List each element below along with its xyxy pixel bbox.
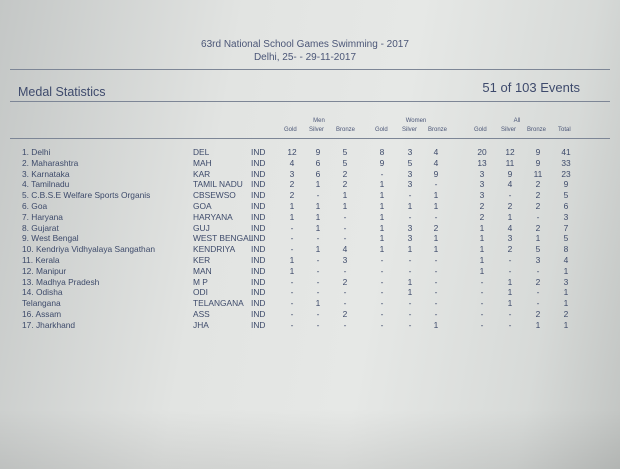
cell-at: 1 xyxy=(563,319,569,330)
cell-ms: - xyxy=(316,309,320,319)
cell-ab: 9 xyxy=(535,147,541,157)
cell-country: IND xyxy=(251,298,266,309)
cell-wb: - xyxy=(434,309,438,319)
cell-ws: 1 xyxy=(407,276,413,287)
cell-mg: 2 xyxy=(289,190,295,201)
page-shadow xyxy=(0,409,620,469)
cell-wg: - xyxy=(380,309,384,319)
cell-at: 3 xyxy=(563,276,569,287)
cell-mb: 5 xyxy=(342,157,348,168)
cell-at: 1 xyxy=(563,265,569,276)
cell-country: IND xyxy=(251,233,266,244)
cell-code: M P xyxy=(193,276,208,287)
cell-mg: - xyxy=(290,319,294,330)
cell-country: IND xyxy=(251,222,266,233)
cell-ag: 2 xyxy=(479,201,485,211)
cell-name: 9. West Bengal xyxy=(22,233,79,244)
cell-mb: - xyxy=(343,298,347,309)
cell-ms: 6 xyxy=(315,157,321,168)
cell-name: 10. Kendriya Vidhyalaya Sangathan xyxy=(22,244,156,255)
cell-code: ASS xyxy=(193,309,210,319)
cell-ws: 3 xyxy=(407,233,413,244)
cell-ag: 3 xyxy=(479,179,485,190)
cell-mg: - xyxy=(290,222,294,233)
cell-ms: - xyxy=(316,319,320,330)
col-women-silver: Silver xyxy=(402,127,418,133)
cell-as: - xyxy=(508,265,512,276)
cell-ws: 3 xyxy=(407,222,413,233)
table-row xyxy=(0,244,620,254)
cell-ms: 1 xyxy=(315,211,321,222)
cell-code: KENDRIYA xyxy=(193,244,236,255)
cell-as: 2 xyxy=(507,201,513,211)
cell-as: 1 xyxy=(507,276,513,287)
table-row xyxy=(0,320,620,330)
cell-country: IND xyxy=(251,201,266,211)
table-header-rule xyxy=(10,138,610,139)
cell-ms: 1 xyxy=(315,298,321,309)
cell-as: - xyxy=(508,190,512,201)
cell-name: 11. Kerala xyxy=(22,255,60,265)
cell-ws: 3 xyxy=(407,147,413,157)
cell-name: 4. Tamilnadu xyxy=(22,179,70,190)
cell-ms: - xyxy=(316,287,320,298)
cell-name: 17. Jharkhand xyxy=(22,319,76,330)
cell-ms: 1 xyxy=(315,179,321,190)
table-row xyxy=(0,201,620,211)
table-row xyxy=(0,266,620,276)
cell-wg: 1 xyxy=(379,233,385,244)
cell-ab: 2 xyxy=(535,179,541,190)
cell-country: IND xyxy=(251,265,266,276)
col-men-bronze: Bronze xyxy=(336,127,356,133)
cell-ag: 1 xyxy=(479,244,485,255)
cell-country: IND xyxy=(251,255,266,265)
cell-ab: 2 xyxy=(535,201,541,211)
cell-ab: - xyxy=(536,287,540,298)
cell-ab: 2 xyxy=(535,309,541,319)
cell-ws: - xyxy=(408,265,412,276)
cell-wg: - xyxy=(380,298,384,309)
cell-ws: - xyxy=(408,190,412,201)
cell-as: 1 xyxy=(507,287,513,298)
cell-ms: 1 xyxy=(315,201,321,211)
cell-as: 9 xyxy=(507,168,513,179)
cell-mg: - xyxy=(290,244,294,255)
cell-mg: 1 xyxy=(289,211,295,222)
cell-wg: 1 xyxy=(379,211,385,222)
group-men: Men xyxy=(313,118,325,124)
cell-as: 3 xyxy=(507,233,513,244)
cell-ms: 1 xyxy=(315,244,321,255)
col-all-gold: Gold xyxy=(474,127,487,133)
cell-ws: 3 xyxy=(407,179,413,190)
cell-at: 4 xyxy=(563,255,569,265)
cell-wg: 1 xyxy=(379,201,385,211)
cell-wb: 1 xyxy=(433,190,439,201)
cell-wb: - xyxy=(434,265,438,276)
cell-ws: 5 xyxy=(407,157,413,168)
cell-mb: 5 xyxy=(342,147,348,157)
table-row xyxy=(0,223,620,233)
table-row xyxy=(0,179,620,189)
cell-name: 14. Odisha xyxy=(22,287,63,298)
table-row xyxy=(0,158,620,168)
cell-ab: 2 xyxy=(535,276,541,287)
cell-at: 1 xyxy=(563,298,569,309)
cell-ms: - xyxy=(316,276,320,287)
cell-wb: 9 xyxy=(433,168,439,179)
cell-ag: - xyxy=(480,298,484,309)
group-women: Women xyxy=(405,118,427,124)
cell-mb: - xyxy=(343,233,347,244)
cell-mb: 2 xyxy=(342,309,348,319)
cell-ws: 1 xyxy=(407,287,413,298)
cell-wb: - xyxy=(434,179,438,190)
events-count: 51 of 103 Events xyxy=(482,80,580,95)
cell-wb: 1 xyxy=(433,233,439,244)
cell-as: - xyxy=(508,319,512,330)
cell-name: 1. Delhi xyxy=(22,147,51,157)
cell-mb: 1 xyxy=(342,201,348,211)
cell-at: 5 xyxy=(563,190,569,201)
cell-ab: - xyxy=(536,211,540,222)
cell-at: 3 xyxy=(563,211,569,222)
cell-ws: - xyxy=(408,298,412,309)
cell-code: ODI xyxy=(193,287,208,298)
cell-ab: 9 xyxy=(535,157,541,168)
cell-mg: - xyxy=(290,298,294,309)
cell-wb: 4 xyxy=(433,147,439,157)
cell-at: 33 xyxy=(561,157,571,168)
cell-name: Telangana xyxy=(22,298,61,309)
cell-ab: - xyxy=(536,298,540,309)
cell-name: 6. Goa xyxy=(22,201,48,211)
cell-ag: 1 xyxy=(479,233,485,244)
cell-ag: - xyxy=(480,276,484,287)
cell-wb: - xyxy=(434,276,438,287)
page-title: Medal Statistics xyxy=(18,85,106,99)
cell-name: 2. Maharashtra xyxy=(22,157,79,168)
cell-name: 5. C.B.S.E Welfare Sports Organis xyxy=(22,190,151,201)
cell-wg: - xyxy=(380,168,384,179)
table-row xyxy=(0,287,620,297)
cell-code: MAH xyxy=(193,157,212,168)
cell-mg: 1 xyxy=(289,201,295,211)
cell-country: IND xyxy=(251,309,266,319)
cell-name: 12. Manipur xyxy=(22,265,67,276)
cell-wg: 1 xyxy=(379,179,385,190)
cell-mb: 4 xyxy=(342,244,348,255)
cell-code: KER xyxy=(193,255,211,265)
cell-ws: - xyxy=(408,255,412,265)
cell-ms: - xyxy=(316,190,320,201)
cell-ag: 1 xyxy=(479,255,485,265)
cell-code: CBSEWSO xyxy=(193,190,236,201)
cell-ms: 9 xyxy=(315,147,321,157)
cell-at: 2 xyxy=(563,309,569,319)
cell-mb: 2 xyxy=(342,276,348,287)
cell-ms: 6 xyxy=(315,168,321,179)
cell-ag: - xyxy=(480,319,484,330)
col-women-bronze: Bronze xyxy=(428,127,448,133)
cell-wb: 2 xyxy=(433,222,439,233)
cell-wg: 8 xyxy=(379,147,385,157)
cell-ab: 2 xyxy=(535,222,541,233)
cell-ab: 2 xyxy=(535,190,541,201)
cell-ag: 1 xyxy=(479,265,485,276)
cell-mg: 3 xyxy=(289,168,295,179)
cell-mb: - xyxy=(343,211,347,222)
cell-wg: 1 xyxy=(379,244,385,255)
cell-mb: 2 xyxy=(342,168,348,179)
cell-at: 5 xyxy=(563,233,569,244)
cell-mb: - xyxy=(343,319,347,330)
cell-code: JHA xyxy=(193,319,209,330)
cell-country: IND xyxy=(251,168,266,179)
cell-mb: - xyxy=(343,265,347,276)
cell-code: TELANGANA xyxy=(193,298,244,309)
table-row xyxy=(0,212,620,222)
cell-as: - xyxy=(508,309,512,319)
cell-mb: 2 xyxy=(342,179,348,190)
cell-ws: - xyxy=(408,319,412,330)
cell-country: IND xyxy=(251,179,266,190)
cell-ag: 1 xyxy=(479,222,485,233)
cell-wb: 4 xyxy=(433,157,439,168)
cell-mg: 2 xyxy=(289,179,295,190)
cell-as: 1 xyxy=(507,298,513,309)
cell-name: 3. Karnataka xyxy=(22,168,70,179)
cell-ws: - xyxy=(408,309,412,319)
cell-wb: - xyxy=(434,211,438,222)
cell-wg: 9 xyxy=(379,157,385,168)
cell-at: 7 xyxy=(563,222,569,233)
cell-mg: 4 xyxy=(289,157,295,168)
cell-wb: 1 xyxy=(433,319,439,330)
cell-code: MAN xyxy=(193,265,212,276)
cell-mg: - xyxy=(290,309,294,319)
cell-wb: 1 xyxy=(433,201,439,211)
table-row xyxy=(0,190,620,200)
cell-ms: - xyxy=(316,265,320,276)
col-all-total: Total xyxy=(558,127,571,133)
cell-country: IND xyxy=(251,211,266,222)
cell-ws: 1 xyxy=(407,244,413,255)
cell-ms: - xyxy=(316,255,320,265)
cell-ms: 1 xyxy=(315,222,321,233)
col-men-silver: Silver xyxy=(309,127,325,133)
cell-ag: 3 xyxy=(479,168,485,179)
cell-name: 8. Gujarat xyxy=(22,222,59,233)
cell-wg: 1 xyxy=(379,190,385,201)
cell-wg: - xyxy=(380,287,384,298)
cell-country: IND xyxy=(251,276,266,287)
cell-mb: - xyxy=(343,222,347,233)
cell-wg: - xyxy=(380,265,384,276)
col-women-gold: Gold xyxy=(375,127,388,133)
cell-code: GOA xyxy=(193,201,212,211)
cell-mb: 1 xyxy=(342,190,348,201)
cell-as: 4 xyxy=(507,222,513,233)
cell-wg: 1 xyxy=(379,222,385,233)
cell-ms: - xyxy=(316,233,320,244)
col-men-gold: Gold xyxy=(284,127,297,133)
cell-name: 7. Haryana xyxy=(22,211,63,222)
cell-wb: 1 xyxy=(433,244,439,255)
cell-code: HARYANA xyxy=(193,211,233,222)
cell-country: IND xyxy=(251,190,266,201)
cell-ag: 3 xyxy=(479,190,485,201)
cell-as: 1 xyxy=(507,211,513,222)
cell-mg: 1 xyxy=(289,265,295,276)
cell-mg: - xyxy=(290,287,294,298)
cell-at: 8 xyxy=(563,244,569,255)
cell-at: 1 xyxy=(563,287,569,298)
cell-ag: - xyxy=(480,287,484,298)
cell-ab: - xyxy=(536,265,540,276)
table-row xyxy=(0,255,620,265)
cell-ag: 2 xyxy=(479,211,485,222)
header-rule xyxy=(10,69,610,70)
cell-country: IND xyxy=(251,287,266,298)
cell-wb: - xyxy=(434,287,438,298)
cell-ab: 11 xyxy=(533,168,543,179)
cell-code: WEST BENGAL xyxy=(193,233,254,244)
cell-mg: - xyxy=(290,233,294,244)
cell-at: 9 xyxy=(563,179,569,190)
cell-wb: - xyxy=(434,298,438,309)
cell-code: TAMIL NADU xyxy=(193,179,243,190)
cell-code: GUJ xyxy=(193,222,210,233)
cell-ag: - xyxy=(480,309,484,319)
table-row xyxy=(0,277,620,287)
cell-wg: - xyxy=(380,276,384,287)
cell-country: IND xyxy=(251,244,266,255)
cell-country: IND xyxy=(251,147,266,157)
table-row xyxy=(0,309,620,319)
cell-ws: - xyxy=(408,211,412,222)
col-all-bronze: Bronze xyxy=(527,127,547,133)
cell-ag: 13 xyxy=(477,157,487,168)
cell-wg: - xyxy=(380,255,384,265)
cell-at: 6 xyxy=(563,201,569,211)
cell-mg: - xyxy=(290,276,294,287)
cell-ab: 3 xyxy=(535,255,541,265)
cell-ab: 1 xyxy=(535,319,541,330)
cell-as: 4 xyxy=(507,179,513,190)
cell-as: 11 xyxy=(505,157,515,168)
cell-ab: 1 xyxy=(535,233,541,244)
event-title: 63rd National School Games Swimming - 2017 xyxy=(201,39,409,50)
cell-name: 13. Madhya Pradesh xyxy=(22,276,100,287)
group-all: All xyxy=(513,118,521,124)
cell-country: IND xyxy=(251,157,266,168)
cell-mg: 12 xyxy=(287,147,297,157)
cell-mg: 1 xyxy=(289,255,295,265)
cell-ag: 20 xyxy=(477,147,487,157)
table-row xyxy=(0,169,620,179)
cell-country: IND xyxy=(251,319,266,330)
cell-code: DEL xyxy=(193,147,210,157)
cell-wb: - xyxy=(434,255,438,265)
cell-mb: 3 xyxy=(342,255,348,265)
cell-at: 41 xyxy=(561,147,571,157)
title-rule xyxy=(10,101,610,102)
col-all-silver: Silver xyxy=(501,127,517,133)
cell-as: 2 xyxy=(507,244,513,255)
table-row xyxy=(0,147,620,157)
cell-as: 12 xyxy=(505,147,515,157)
event-dates: Delhi, 25- - 29-11-2017 xyxy=(253,52,357,63)
cell-wg: - xyxy=(380,319,384,330)
cell-ws: 1 xyxy=(407,201,413,211)
cell-name: 16. Assam xyxy=(22,309,62,319)
cell-ab: 5 xyxy=(535,244,541,255)
cell-as: - xyxy=(508,255,512,265)
cell-ws: 3 xyxy=(407,168,413,179)
table-row xyxy=(0,233,620,243)
table-row xyxy=(0,298,620,308)
cell-code: KAR xyxy=(193,168,211,179)
cell-mb: - xyxy=(343,287,347,298)
cell-at: 23 xyxy=(561,168,571,179)
